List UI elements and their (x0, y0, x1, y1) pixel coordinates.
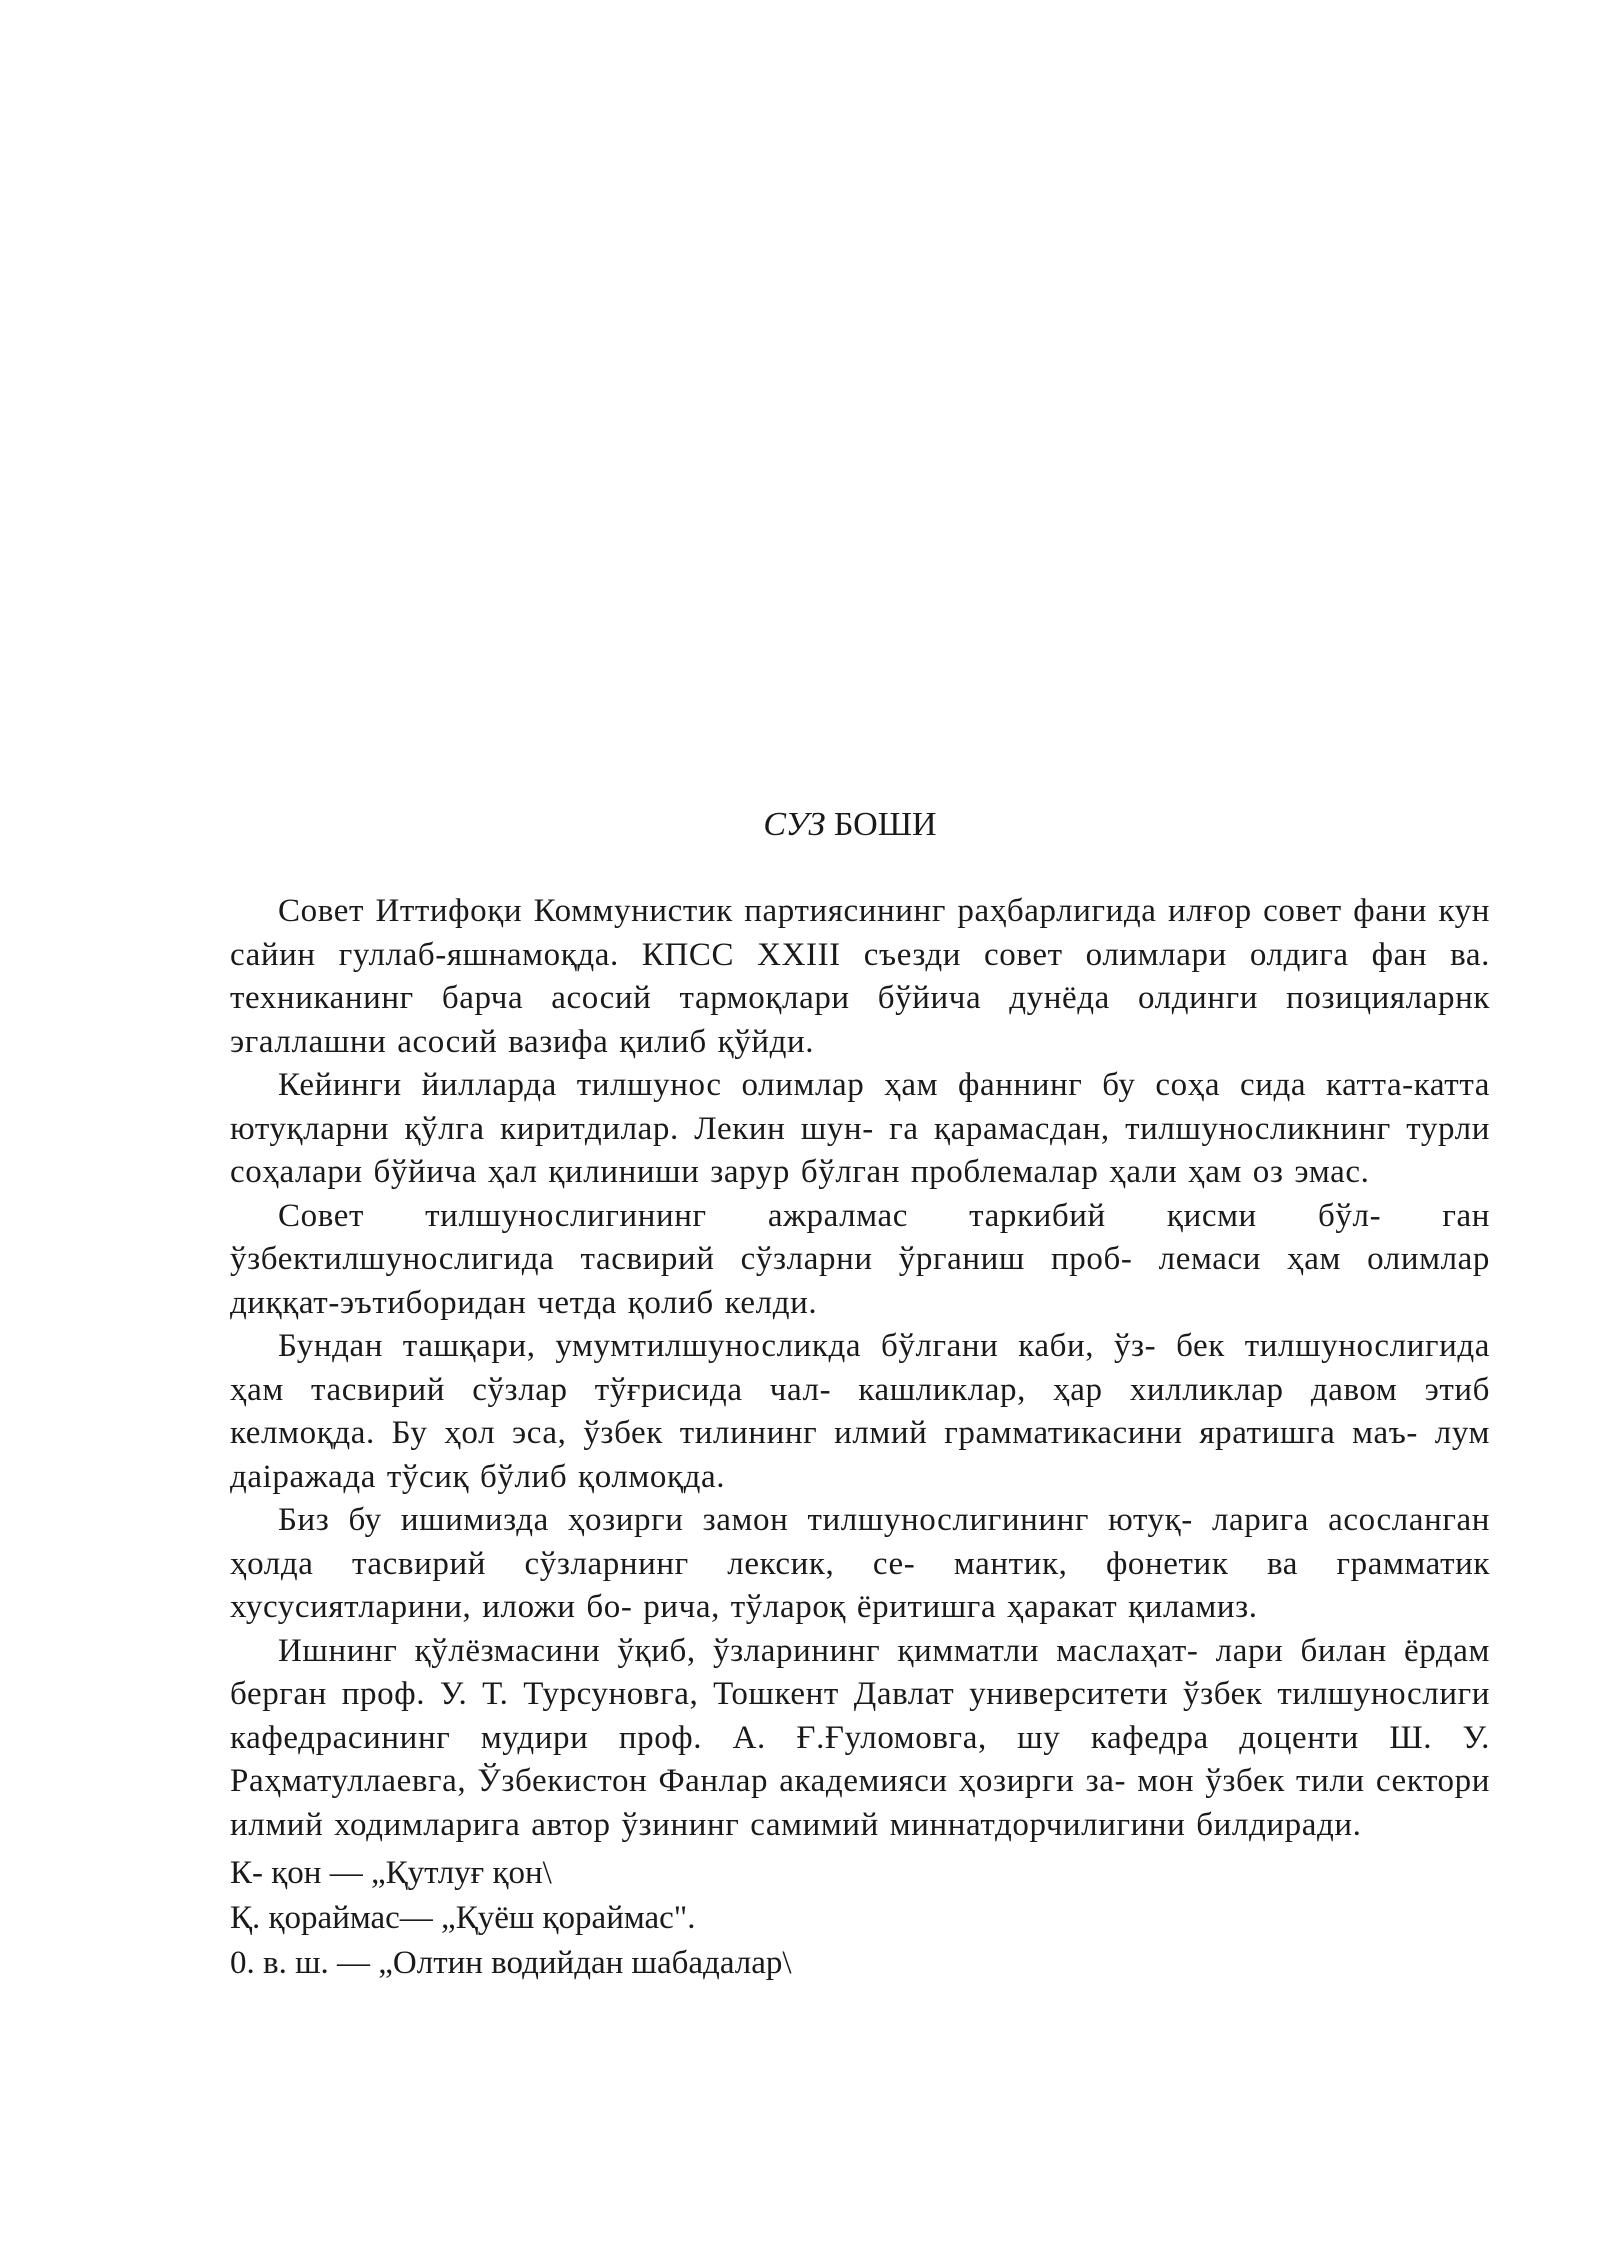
abbreviation-list (230, 1851, 1490, 1986)
title-italic-part: СУЗ (763, 806, 826, 843)
paragraph: Бундан ташқари, умумтилшуносликда бўлгани каби, ўз- бек тилшунослигида ҳам тасвирий сўзлар тўғрисида чал- кашликлар, ҳар хилликлар давом этиб келмоқда. Бу ҳол эса, ўзбек тилининг илмий грамматикасини яратишга маъ- лум даіражада тўсиқ бўлиб қолмоқда. (230, 1328, 1490, 1495)
abbreviation-item: Қ. қораймас— „Қуёш қораймас". (230, 1900, 696, 1936)
paragraph: Биз бу ишимизда ҳозирги замон тилшунослигининг ютуқ- ларига асосланган ҳолда тасвирий сўзларнинг лексик, се- мантик, фонетик ва грамматик хусусиятларини, иложи бо- рича, тўлароқ ёритишга ҳаракат қиламиз. (230, 1502, 1490, 1625)
paragraph: Ишнинг қўлёзмасини ўқиб, ўзларининг қимматли маслаҳат- лари билан ёрдам берган проф. У. Т. Турсуновга, Тошкент Давлат университети ўзбек тилшунослиги кафедрасининг мудири проф. А. Ғ.Ғуломовга, шу кафедра доценти Ш. У. Раҳматуллаевга, Ўзбекистон Фанлар академияси ҳозирги за- мон ўзбек тили сектори илмий ходимларига автор ўзининг самимий миннатдорчилигини билдиради. (230, 1632, 1490, 1843)
paragraph: Совет тилшунослигининг ажралмас таркибий қисми бўл- ган ўзбектилшунослигида тасвирий сўзларни ўрганиш проб- лемаси ҳам олимлар диққат-эътиборидан четда қолиб келди. (230, 1197, 1490, 1321)
body-text (230, 890, 1490, 1986)
title-regular-part: БОШИ (833, 806, 937, 843)
abbreviation-item: К- қон — „Қутлуғ қон\ (230, 1855, 552, 1891)
paragraph: Кейинги йилларда тилшунос олимлар ҳам фаннинг бу соҳа сида катта-катта ютуқларни қўлга киритдилар. Лекин шун- га қарамасдан, тилшуносликнинг турли соҳалари бўйича ҳал қилиниши зарур бўлган проблемалар ҳали ҳам оз эмас. (230, 1067, 1490, 1190)
paragraph: Совет Иттифоқи Коммунистик партиясининг раҳбарлигида илғор совет фани кун сайин гуллаб-яшнамоқда. КПСС XXIII съезди совет олимлари олдига фан ва. техниканинг барча асосий тармоқлари бўйича дунёда олдинги позицияларнк эгаллашни асосий вазифа қилиб қўйди. (230, 893, 1490, 1060)
abbreviation-item: 0. в. ш. — „Олтин водийдан шабадалар\ (230, 1945, 792, 1981)
page-title (0, 803, 1600, 847)
